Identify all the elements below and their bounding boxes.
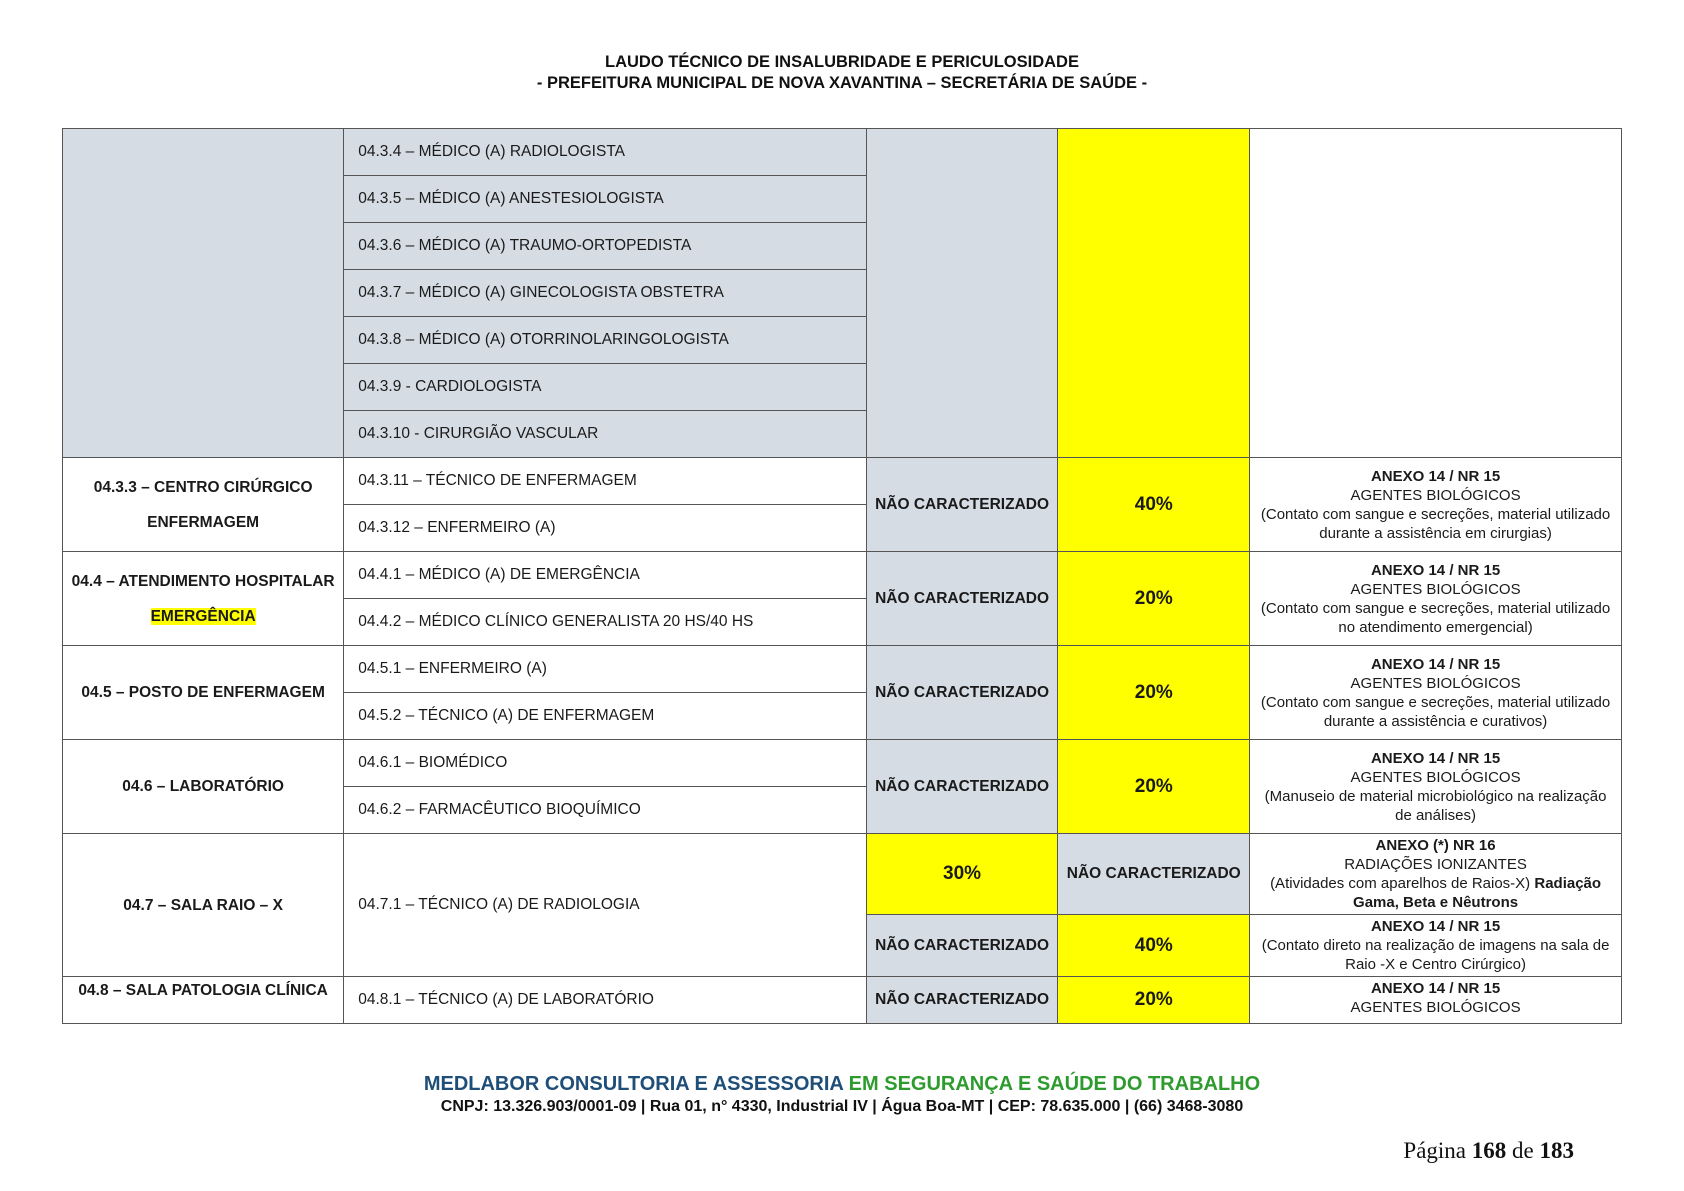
sector-highlight: EMERGÊNCIA: [150, 607, 256, 625]
job-cell: 04.3.4 – MÉDICO (A) RADIOLOGISTA: [344, 129, 866, 176]
page-current: 168: [1471, 1138, 1507, 1163]
job-cell: 04.4.2 – MÉDICO CLÍNICO GENERALISTA 20 HS/40 HS: [344, 599, 866, 646]
periculosidade-cell: NÃO CARACTERIZADO: [866, 915, 1058, 977]
sector-cell: [63, 129, 344, 458]
annex-title: ANEXO (*) NR 16: [1375, 837, 1496, 854]
job-cell: 04.3.10 - CIRURGIÃO VASCULAR: [344, 411, 866, 458]
annex-cell: [1250, 915, 1622, 977]
job-cell: 04.3.6 – MÉDICO (A) TRAUMO-ORTOPEDISTA: [344, 223, 866, 270]
annex-cell: [1250, 552, 1622, 646]
document-title: LAUDO TÉCNICO DE INSALUBRIDADE E PERICULOSIDADE: [605, 53, 1079, 71]
annex-agent: AGENTES BIOLÓGICOS: [1350, 999, 1521, 1016]
table-row: [63, 740, 1622, 787]
annex-cell: [1250, 740, 1622, 834]
page-total: 183: [1539, 1138, 1574, 1163]
annex-title: ANEXO 14 / NR 15: [1370, 980, 1501, 997]
annex-title: ANEXO 14 / NR 15: [1370, 749, 1501, 767]
job-cell: 04.6.2 – FARMACÊUTICO BIOQUÍMICO: [344, 787, 866, 834]
insalubridade-cell: [1058, 129, 1250, 458]
table-row: [63, 977, 1622, 1024]
insalubrity-table: [62, 128, 1622, 1024]
page-label: Página: [1403, 1138, 1467, 1163]
table-row: [63, 129, 1622, 176]
sector-subname: ENFERMAGEM: [147, 513, 260, 531]
annex-description: (Contato com sangue e secreções, material utilizado durante a assistência e curativos): [1260, 693, 1611, 730]
sector-name: 04.3.3 – CENTRO CIRÚRGICO: [93, 478, 313, 496]
company-name: [0, 1072, 1684, 1096]
job-cell: 04.7.1 – TÉCNICO (A) DE RADIOLOGIA: [344, 834, 866, 977]
insalubridade-cell: NÃO CARACTERIZADO: [1058, 834, 1250, 915]
annex-description: (Contato com sangue e secreções, material utilizado no atendimento emergencial): [1260, 599, 1611, 636]
job-cell: 04.3.12 – ENFERMEIRO (A): [344, 505, 866, 552]
sector-name: 04.5 – POSTO DE ENFERMAGEM: [81, 684, 325, 701]
insalubridade-cell: 20%: [1058, 646, 1250, 740]
annex-title: ANEXO 14 / NR 15: [1370, 561, 1501, 579]
sector-cell: [63, 977, 344, 1024]
sector-name: 04.7 – SALA RAIO – X: [123, 896, 283, 914]
job-cell: 04.5.2 – TÉCNICO (A) DE ENFERMAGEM: [344, 693, 866, 740]
sector-cell: [63, 458, 344, 552]
insalubridade-cell: 20%: [1058, 740, 1250, 834]
periculosidade-cell: NÃO CARACTERIZADO: [866, 740, 1058, 834]
job-cell: 04.4.1 – MÉDICO (A) DE EMERGÊNCIA: [344, 552, 866, 599]
job-cell: 04.3.7 – MÉDICO (A) GINECOLOGISTA OBSTETRA: [344, 270, 866, 317]
annex-description: (Contato direto na realização de imagens na sala de Raio -X e Centro Cirúrgico): [1261, 937, 1610, 973]
annex-cell: [1250, 646, 1622, 740]
job-cell: 04.3.8 – MÉDICO (A) OTORRINOLARINGOLOGISTA: [344, 317, 866, 364]
sector-cell: [63, 834, 344, 977]
job-cell: 04.8.1 – TÉCNICO (A) DE LABORATÓRIO: [344, 977, 866, 1024]
periculosidade-cell: 30%: [866, 834, 1058, 915]
periculosidade-cell: NÃO CARACTERIZADO: [866, 552, 1058, 646]
annex-title: ANEXO 14 / NR 15: [1370, 467, 1501, 485]
job-cell: 04.3.11 – TÉCNICO DE ENFERMAGEM: [344, 458, 866, 505]
annex-description: (Atividades com aparelhos de Raios-X): [1270, 875, 1531, 892]
sector-cell: [63, 646, 344, 740]
annex-title: ANEXO 14 / NR 15: [1370, 655, 1501, 673]
periculosidade-cell: NÃO CARACTERIZADO: [866, 646, 1058, 740]
insalubridade-cell: 20%: [1058, 977, 1250, 1024]
annex-cell: [1250, 129, 1622, 458]
job-cell: 04.6.1 – BIOMÉDICO: [344, 740, 866, 787]
periculosidade-cell: NÃO CARACTERIZADO: [866, 458, 1058, 552]
job-cell: 04.5.1 – ENFERMEIRO (A): [344, 646, 866, 693]
annex-agent: AGENTES BIOLÓGICOS: [1350, 768, 1521, 786]
insalubridade-cell: 40%: [1058, 915, 1250, 977]
annex-bold-note: Radiação Gama, Beta e Nêutrons: [1353, 875, 1602, 911]
annex-agent: AGENTES BIOLÓGICOS: [1350, 580, 1521, 598]
annex-agent: AGENTES BIOLÓGICOS: [1350, 674, 1521, 692]
document-subtitle: - PREFEITURA MUNICIPAL DE NOVA XAVANTINA – SECRETÁRIA DE SAÚDE -: [536, 74, 1148, 92]
sector-name: 04.8 – SALA PATOLOGIA CLÍNICA: [78, 982, 328, 999]
sector-name: 04.4 – ATENDIMENTO HOSPITALAR: [71, 572, 335, 590]
table-row: [63, 834, 1622, 915]
periculosidade-cell: [866, 129, 1058, 458]
company-name-blue: MEDLABOR CONSULTORIA E ASSESSORIA: [423, 1073, 844, 1095]
page-number: [1403, 1138, 1574, 1164]
annex-cell: [1250, 977, 1622, 1024]
company-name-green: EM SEGURANÇA E SAÚDE DO TRABALHO: [848, 1073, 1261, 1095]
company-address: CNPJ: 13.326.903/0001-09 | Rua 01, n° 4330, Industrial IV | Água Boa-MT | CEP: 78.635.000 | (66) 3468-3080: [440, 1098, 1244, 1115]
sector-name: 04.6 – LABORATÓRIO: [122, 778, 284, 795]
annex-description: (Manuseio de material microbiológico na realização de análises): [1264, 787, 1607, 824]
periculosidade-cell: NÃO CARACTERIZADO: [866, 977, 1058, 1024]
insalubridade-cell: 40%: [1058, 458, 1250, 552]
annex-agent: AGENTES BIOLÓGICOS: [1350, 486, 1521, 504]
sector-cell: [63, 552, 344, 646]
annex-description: (Contato com sangue e secreções, material utilizado durante a assistência em cirurgias): [1260, 505, 1611, 542]
document-header: [0, 52, 1684, 94]
table-row: [63, 646, 1622, 693]
insalubridade-cell: 20%: [1058, 552, 1250, 646]
job-cell: 04.3.9 - CARDIOLOGISTA: [344, 364, 866, 411]
table-row: [63, 552, 1622, 599]
document-footer: [0, 1072, 1684, 1118]
annex-cell: [1250, 834, 1622, 915]
job-cell: 04.3.5 – MÉDICO (A) ANESTESIOLOGISTA: [344, 176, 866, 223]
annex-cell: [1250, 458, 1622, 552]
annex-agent: RADIAÇÕES IONIZANTES: [1344, 856, 1527, 873]
annex-title: ANEXO 14 / NR 15: [1370, 918, 1501, 935]
page-of: de: [1512, 1138, 1534, 1163]
sector-cell: [63, 740, 344, 834]
table-row: [63, 458, 1622, 505]
